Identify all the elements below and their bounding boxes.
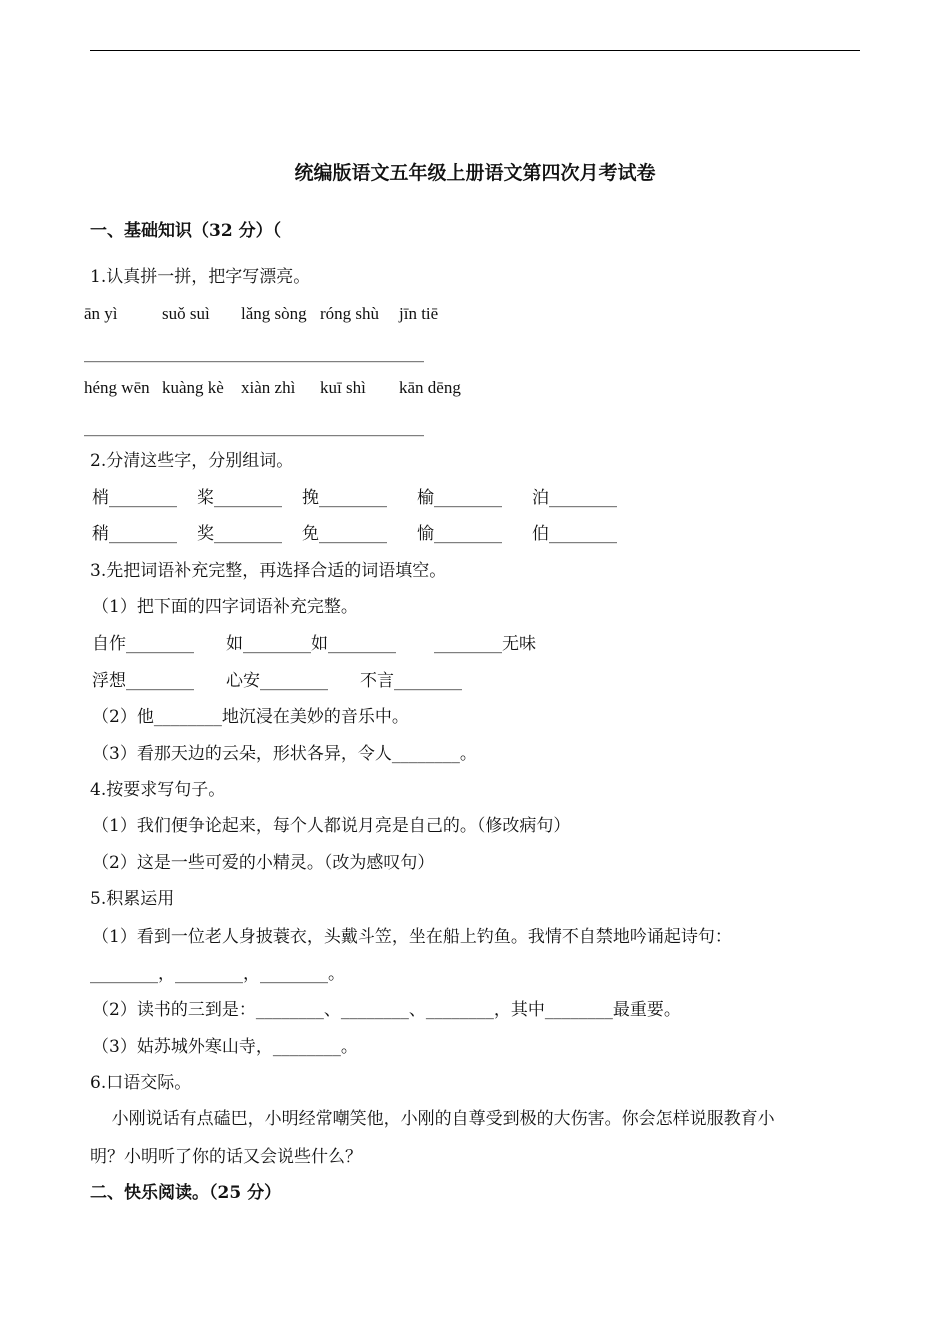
word-group-item[interactable]: 稍________ xyxy=(92,524,177,544)
pinyin-item: kuàng kè xyxy=(162,378,224,397)
word-group-item[interactable]: 伯________ xyxy=(532,524,617,544)
pinyin-item: jīn tiē xyxy=(399,304,439,323)
q5-sub2[interactable]: （2）读书的三到是：________、________、________，其中________最重要。 xyxy=(92,1000,681,1020)
idiom-item[interactable]: 自作________ xyxy=(92,634,194,654)
q6-prompt: 6.口语交际。 xyxy=(90,1073,192,1093)
idiom-item[interactable]: 如________如________ xyxy=(226,634,396,654)
q4-sub1: （1）我们便争论起来，每个人都说月亮是自己的。（修改病句） xyxy=(92,816,571,836)
pinyin-item: suǒ suì xyxy=(162,304,210,323)
pinyin-item: lǎng sòng xyxy=(241,304,307,323)
word-group-item[interactable]: 愉________ xyxy=(417,524,502,544)
idiom-item[interactable]: 心安________ xyxy=(226,671,328,691)
pinyin-item: héng wēn xyxy=(84,378,150,397)
q5-prompt: 5.积累运用 xyxy=(90,889,175,909)
q2-prompt: 2.分清这些字，分别组词。 xyxy=(90,451,294,471)
word-group-item[interactable]: 榆________ xyxy=(417,488,502,508)
word-group-item[interactable]: 挽________ xyxy=(302,488,387,508)
pinyin-item: kān dēng xyxy=(399,378,461,397)
word-group-item[interactable]: 泊________ xyxy=(532,488,617,508)
idiom-item[interactable]: 不言________ xyxy=(360,671,462,691)
q6-body-line2: 明？小明听了你的话又会说些什么？ xyxy=(90,1147,362,1167)
q5-sub1: （1）看到一位老人身披蓑衣，头戴斗笠，坐在船上钓鱼。我情不自禁地吟诵起诗句： xyxy=(92,927,732,947)
pinyin-item: ān yì xyxy=(84,304,118,323)
q3-sub3[interactable]: （3）看那天边的云朵，形状各异，令人________。 xyxy=(92,744,477,764)
q3-sub1: （1）把下面的四字词语补充完整。 xyxy=(92,597,358,617)
q1-prompt: 1.认真拼一拼，把字写漂亮。 xyxy=(90,267,311,287)
q3-sub2[interactable]: （2）他________地沉浸在美妙的音乐中。 xyxy=(92,707,409,727)
word-group-item[interactable]: 免________ xyxy=(302,524,387,544)
idiom-item[interactable]: 浮想________ xyxy=(92,671,194,691)
pinyin-item: róng shù xyxy=(320,304,380,323)
word-group-item[interactable]: 梢________ xyxy=(92,488,177,508)
idiom-item[interactable]: ________无味 xyxy=(434,634,536,654)
q4-prompt: 4.按要求写句子。 xyxy=(90,780,226,800)
q5-sub3[interactable]: （3）姑苏城外寒山寺，________。 xyxy=(92,1037,358,1057)
header-rule xyxy=(90,50,860,51)
pinyin-item: kuī shì xyxy=(320,378,366,397)
section1-heading: 一、基础知识（32 分）（ xyxy=(90,221,282,241)
answer-blank-line[interactable]: ________________________________________ xyxy=(84,343,424,363)
pinyin-item: xiàn zhì xyxy=(241,378,296,397)
word-group-item[interactable]: 奖________ xyxy=(197,524,282,544)
page-title: 统编版语文五年级上册语文第四次月考试卷 xyxy=(294,162,656,184)
answer-blank-line[interactable]: ________________________________________ xyxy=(84,417,424,437)
q4-sub2: （2）这是一些可爱的小精灵。（改为感叹句） xyxy=(92,853,435,873)
q5-sub1-blanks[interactable]: ________，________，________。 xyxy=(90,964,345,984)
q3-prompt: 3.先把词语补充完整，再选择合适的词语填空。 xyxy=(90,561,447,581)
section2-heading: 二、快乐阅读。（25 分） xyxy=(90,1183,282,1203)
q6-body-line1: 小刚说话有点磕巴，小明经常嘲笑他，小刚的自尊受到极的大伤害。你会怎样说服教育小 xyxy=(90,1109,775,1129)
word-group-item[interactable]: 桨________ xyxy=(197,488,282,508)
